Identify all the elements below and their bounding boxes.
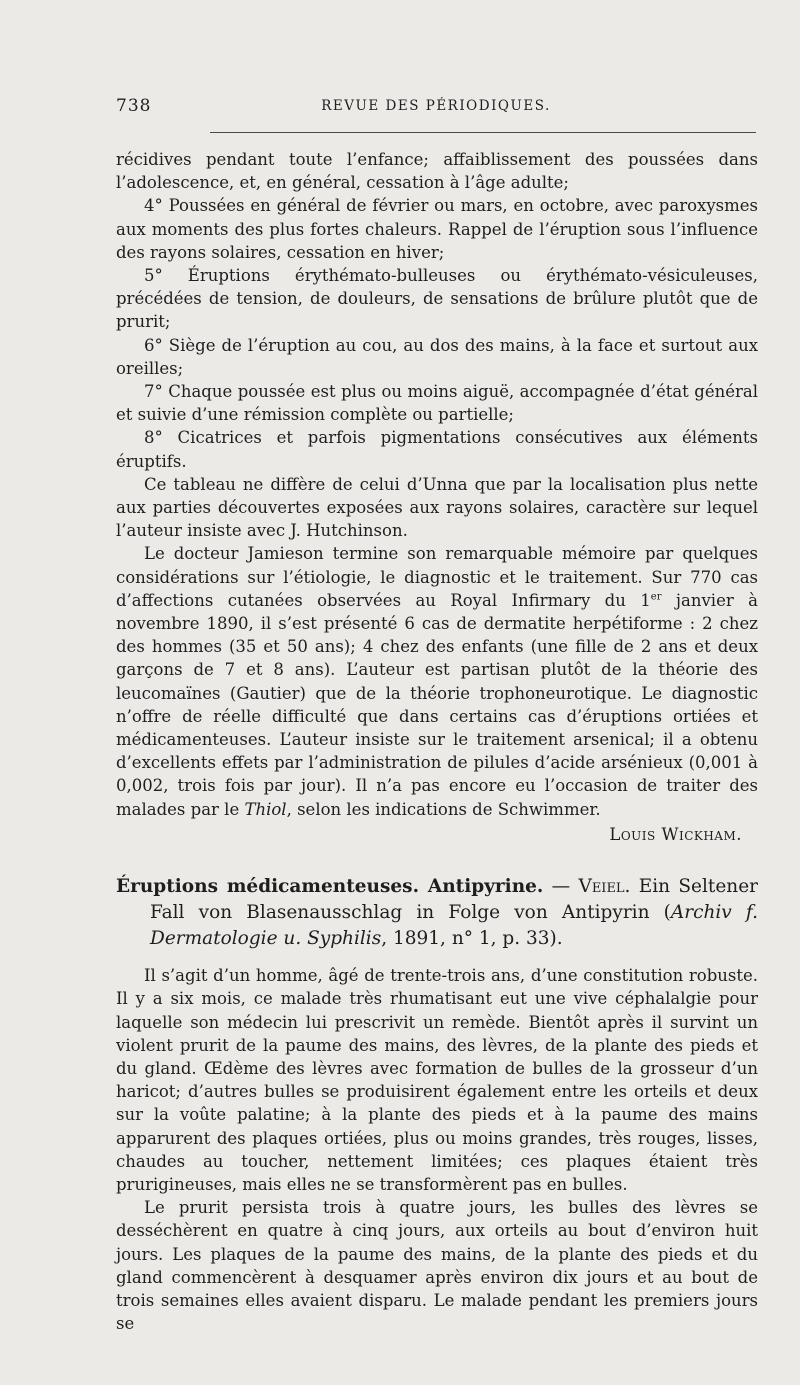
page-number: 738 [116, 96, 152, 116]
article-author: Veiel. [578, 876, 631, 898]
page-body [116, 148, 758, 1335]
paragraph: récidives pendant toute l’enfance; affaiblissement des poussées dans l’adolescence, et, en général, cessation à l’âge adulte; [116, 150, 758, 193]
citation: , 1891, n° 1, p. 33). [381, 928, 563, 950]
text-run: janvier à novembre 1890, il s’est présenté 6 cas de dermatite herpétiforme : 2 chez des hommes (35 et 50 ans); 4 chez des enfants (une fille de 2 ans et deux garçons de 7 et 8 ans). L’auteur est partisan plutôt de la théorie des leucomaïnes (Gautier) que de la théorie trophoneurotique. Le diagnostic n’offre de réelle difficulté que dans certains cas d’éruptions ortiées et médicamenteuses. L’auteur insiste sur le traitement arsenical; il a obtenu d’excellents effets par l’administration de pilules d’acide arsénieux (0,001 à 0,002, trois fois par jour). Il n’a pas encore eu l’occasion de traiter des malades par le [116, 590, 758, 819]
article-heading [116, 874, 758, 952]
text-run: , selon les indications de Schwimmer. [286, 799, 601, 819]
paragraph: 6° Siège de l’éruption au cou, au dos des mains, à la face et surtout aux oreilles; [116, 335, 758, 378]
paragraph: 4° Poussées en général de février ou mars, en octobre, avec paroxysmes aux moments des plus fortes chaleurs. Rappel de l’éruption sous l’influence des rayons solaires, cessation en hiver; [116, 196, 758, 262]
paragraph: Le prurit persista trois à quatre jours, les bulles des lèvres se desséchèrent en quatre à cinq jours, aux orteils au bout d’environ huit jours. Les plaques de la paume des mains, de la plante des pieds et du gland commencèrent à desquamer après environ dix jours et au bout de trois semaines elles avaient disparu. Le malade pendant les premiers jours se [116, 1198, 758, 1334]
superscript: er [650, 591, 662, 603]
article-subject: Éruptions médicamenteuses. Antipyrine. [116, 876, 544, 898]
article-title: Ein Seltener Fall von Blasenausschlag in Folge von Antipyrin ( [150, 876, 758, 924]
paragraph: Il s’agit d’un homme, âgé de trente-trois ans, d’une constitution robuste. Il y a six mois, ce malade très rhumatisant eut une vive céphalalgie pour laquelle son médecin lui prescrivit un remède. Bientôt après il survint un violent prurit de la paume des mains, des lèvres, de la plante des pieds et du gland. Œdème des lèvres avec formation de bulles de la grosseur d’un haricot; d’autres bulles se produisirent également entre les orteils et deux sur la voûte palatine; à la plante des pieds et à la paume des mains apparurent des plaques ortiées, plus ou moins grandes, très rouges, lisses, chaudes au toucher, nettement limitées; ces plaques étaient très prurigineuses, mais elles ne se transformèrent pas en bulles. [116, 966, 758, 1194]
dash: — [543, 876, 579, 898]
header-rule [210, 132, 756, 133]
paragraph: 5° Éruptions érythémato-bulleuses ou érythémato-vésiculeuses, précédées de tension, de douleurs, de sensations de brûlure plutôt que de prurit; [116, 266, 758, 332]
paragraph: Ce tableau ne diffère de celui d’Unna que par la localisation plus nette aux parties découvertes exposées aux rayons solaires, caractère sur lequel l’auteur insiste avec J. Hutchinson. [116, 474, 758, 541]
running-title: REVUE DES PÉRIODIQUES. [321, 98, 551, 114]
italic-term: Thiol [244, 799, 287, 819]
author-signature: Louis Wickham. [609, 824, 742, 844]
paragraph: 7° Chaque poussée est plus ou moins aiguë, accompagnée d’état général et suivie d’une rémission complète ou partielle; [116, 382, 758, 425]
jamieson-paragraph [116, 542, 758, 820]
paragraph: 8° Cicatrices et parfois pigmentations consécutives aux éléments éruptifs. [116, 428, 758, 471]
text-run: Le docteur Jamieson termine son remarquable mémoire par quelques considérations sur l’étiologie, le diagnostic et le traitement. Sur 770 cas d’affections cutanées observées au Royal Infirmary du 1 [116, 544, 758, 610]
spacer [116, 952, 758, 964]
journal-name: Archiv f. Dermatologie u. Syphilis [150, 902, 758, 950]
running-header [116, 96, 756, 120]
